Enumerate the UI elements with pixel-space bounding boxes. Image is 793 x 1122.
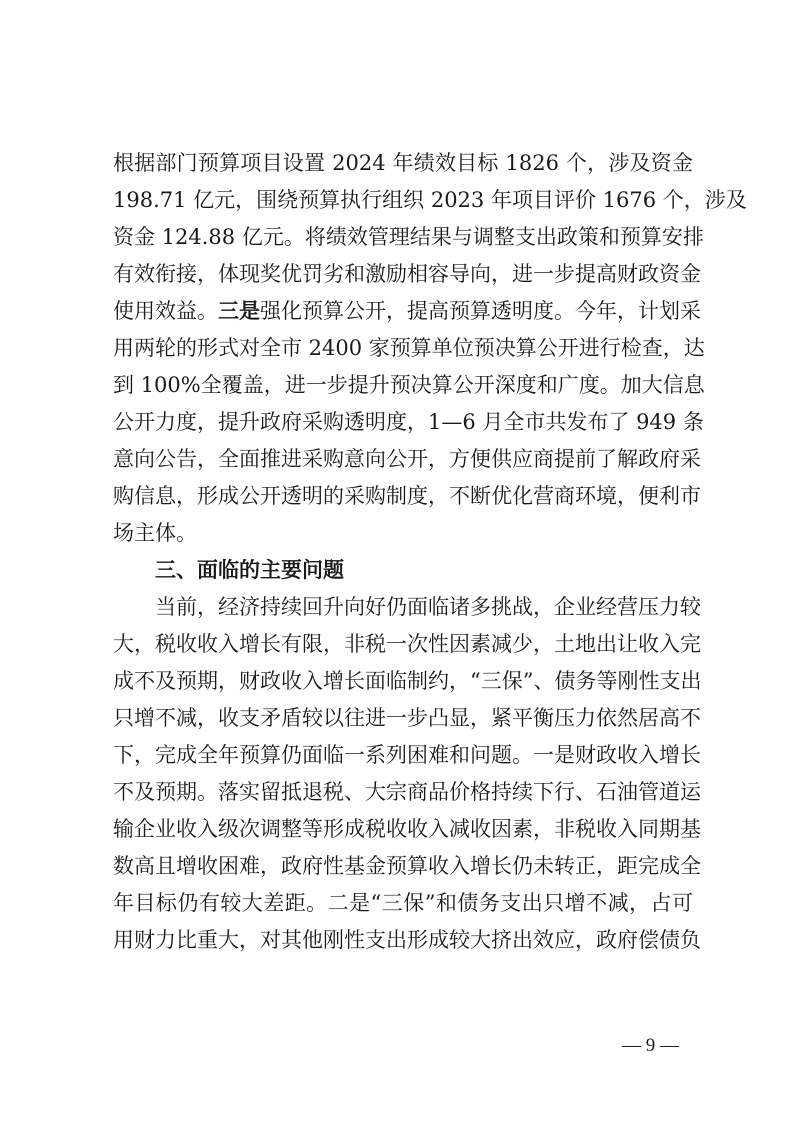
text-segment: 强化预算公开，提高预算透明度。今年，计划采 — [260, 299, 701, 323]
text-line: 下，完成全年预算仍面临一系列困难和问题。一是财政收入增长 — [113, 743, 701, 767]
text-line: 根据部门预算项目设置 2024 年绩效目标 1826 个，涉及资金 — [113, 151, 693, 175]
section-heading: 三、面临的主要问题 — [155, 558, 344, 582]
text-line: 用两轮的形式对全市 2400 家预算单位预决算公开进行检查，达 — [113, 336, 705, 360]
text-line: 购信息，形成公开透明的采购制度，不断优化营商环境，便利市 — [113, 484, 701, 508]
text-line: 不及预期。落实留抵退税、大宗商品价格持续下行、石油管道运 — [113, 780, 701, 804]
page-number: — 9 — — [622, 1035, 679, 1056]
text-line: 场主体。 — [113, 521, 197, 545]
text-line: 当前，经济持续回升向好仍面临诸多挑战，企业经营压力较 — [155, 595, 701, 619]
text-line: 有效衔接，体现奖优罚劣和激励相容导向，进一步提高财政资金 — [113, 262, 701, 286]
text-line: 用财力比重大，对其他刚性支出形成较大挤出效应，政府偿债负 — [113, 928, 701, 952]
text-line: 公开力度，提升政府采购透明度，1—6 月全市共发布了 949 条 — [113, 410, 704, 434]
text-line-with-emphasis — [113, 293, 701, 329]
text-line: 198.71 亿元，围绕预算执行组织 2023 年项目评价 1676 个，涉及 — [113, 188, 747, 212]
text-line: 大，税收收入增长有限，非税一次性因素减少，土地出让收入完 — [113, 632, 701, 656]
text-line: 成不及预期，财政收入增长面临制约，“三保”、债务等刚性支出 — [113, 669, 702, 693]
text-line: 资金 124.88 亿元。将绩效管理结果与调整支出政策和预算安排 — [113, 225, 704, 249]
text-line: 意向公告，全面推进采购意向公开，方便供应商提前了解政府采 — [113, 447, 701, 471]
text-line: 年目标仍有较大差距。二是“三保”和债务支出只增不减，占可 — [113, 891, 693, 915]
text-segment: 使用效益。 — [113, 299, 218, 323]
emphasis-label: 三是 — [218, 299, 260, 323]
text-line: 输企业收入级次调整等形成税收收入减收因素，非税收入同期基 — [113, 817, 701, 841]
text-line: 数高且增收困难，政府性基金预算收入增长仍未转正，距完成全 — [113, 854, 701, 878]
text-line: 到 100%全覆盖，进一步提升预决算公开深度和广度。加大信息 — [113, 373, 705, 397]
text-line: 只增不减，收支矛盾较以往进一步凸显，紧平衡压力依然居高不 — [113, 706, 701, 730]
